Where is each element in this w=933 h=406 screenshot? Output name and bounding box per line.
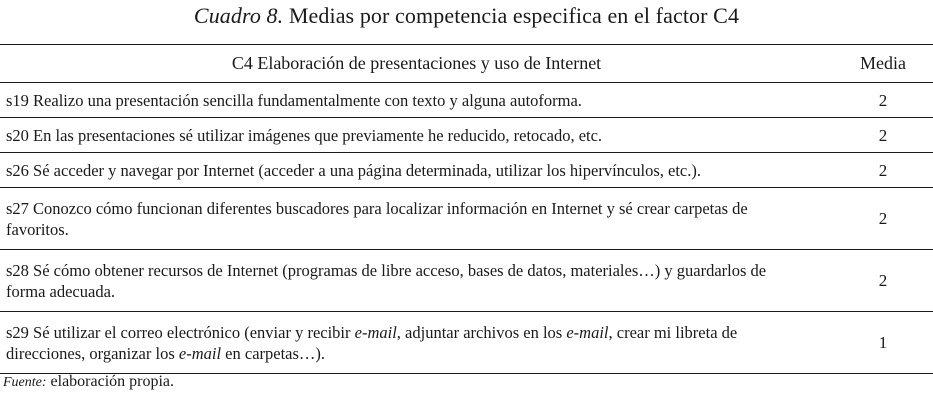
competencies-table: [0, 44, 933, 374]
table-row: [0, 153, 933, 188]
header-row: [0, 45, 933, 83]
table-row: [0, 83, 933, 118]
row-description: [0, 118, 833, 153]
table-caption: [0, 3, 933, 29]
row-text: s28 Sé cómo obtener recursos de Internet (programas de libre acceso, bases de datos, materiales…) y guardarlos de forma adecuada.: [6, 260, 767, 301]
row-text-emphasis: e-mail: [178, 343, 222, 363]
row-text: s20 En las presentaciones sé utilizar imágenes que previamente he reducido, retocado, etc.: [6, 125, 603, 145]
row-description: [0, 188, 833, 250]
row-description: [0, 250, 833, 312]
row-text-emphasis: e-mail: [354, 322, 397, 342]
header-media: Media: [833, 45, 933, 83]
table-row: [0, 188, 933, 250]
row-value: 2: [833, 188, 933, 250]
row-text: s19 Realizo una presentación sencilla fundamentalmente con texto y alguna autoforma.: [6, 90, 582, 110]
header-description: C4 Elaboración de presentaciones y uso de Internet: [0, 45, 833, 83]
row-value: 2: [833, 83, 933, 118]
caption-label: Cuadro 8.: [193, 3, 284, 28]
table-row: [0, 312, 933, 374]
source-label: Fuente:: [3, 375, 47, 390]
source-note: [3, 372, 174, 393]
row-text-segment: , adjuntar archivos en los: [396, 322, 567, 342]
row-value: 2: [833, 153, 933, 188]
source-text: elaboración propia.: [50, 373, 175, 390]
row-text-segment: , crear mi libreta de direcciones, organizar los: [6, 322, 738, 363]
row-value: 1: [833, 312, 933, 374]
row-text: s26 Sé acceder y navegar por Internet (acceder a una página determinada, utilizar los hipervínculos, etc.).: [6, 160, 701, 180]
row-description: [0, 312, 833, 374]
row-text-emphasis: e-mail: [566, 322, 609, 342]
row-text: [6, 322, 796, 364]
row-description: [0, 153, 833, 188]
row-description: [0, 83, 833, 118]
table-row: [0, 118, 933, 153]
row-text-segment: en carpetas…).: [221, 343, 326, 363]
row-text: s27 Conozco cómo funcionan diferentes buscadores para localizar información en Internet y sé crear carpetas de favoritos.: [6, 198, 748, 239]
row-text-segment: s29 Sé utilizar el correo electrónico (enviar y recibir: [6, 322, 355, 342]
table-row: [0, 250, 933, 312]
row-value: 2: [833, 118, 933, 153]
row-value: 2: [833, 250, 933, 312]
caption-title: Medias por competencia especifica en el factor C4: [288, 3, 740, 28]
